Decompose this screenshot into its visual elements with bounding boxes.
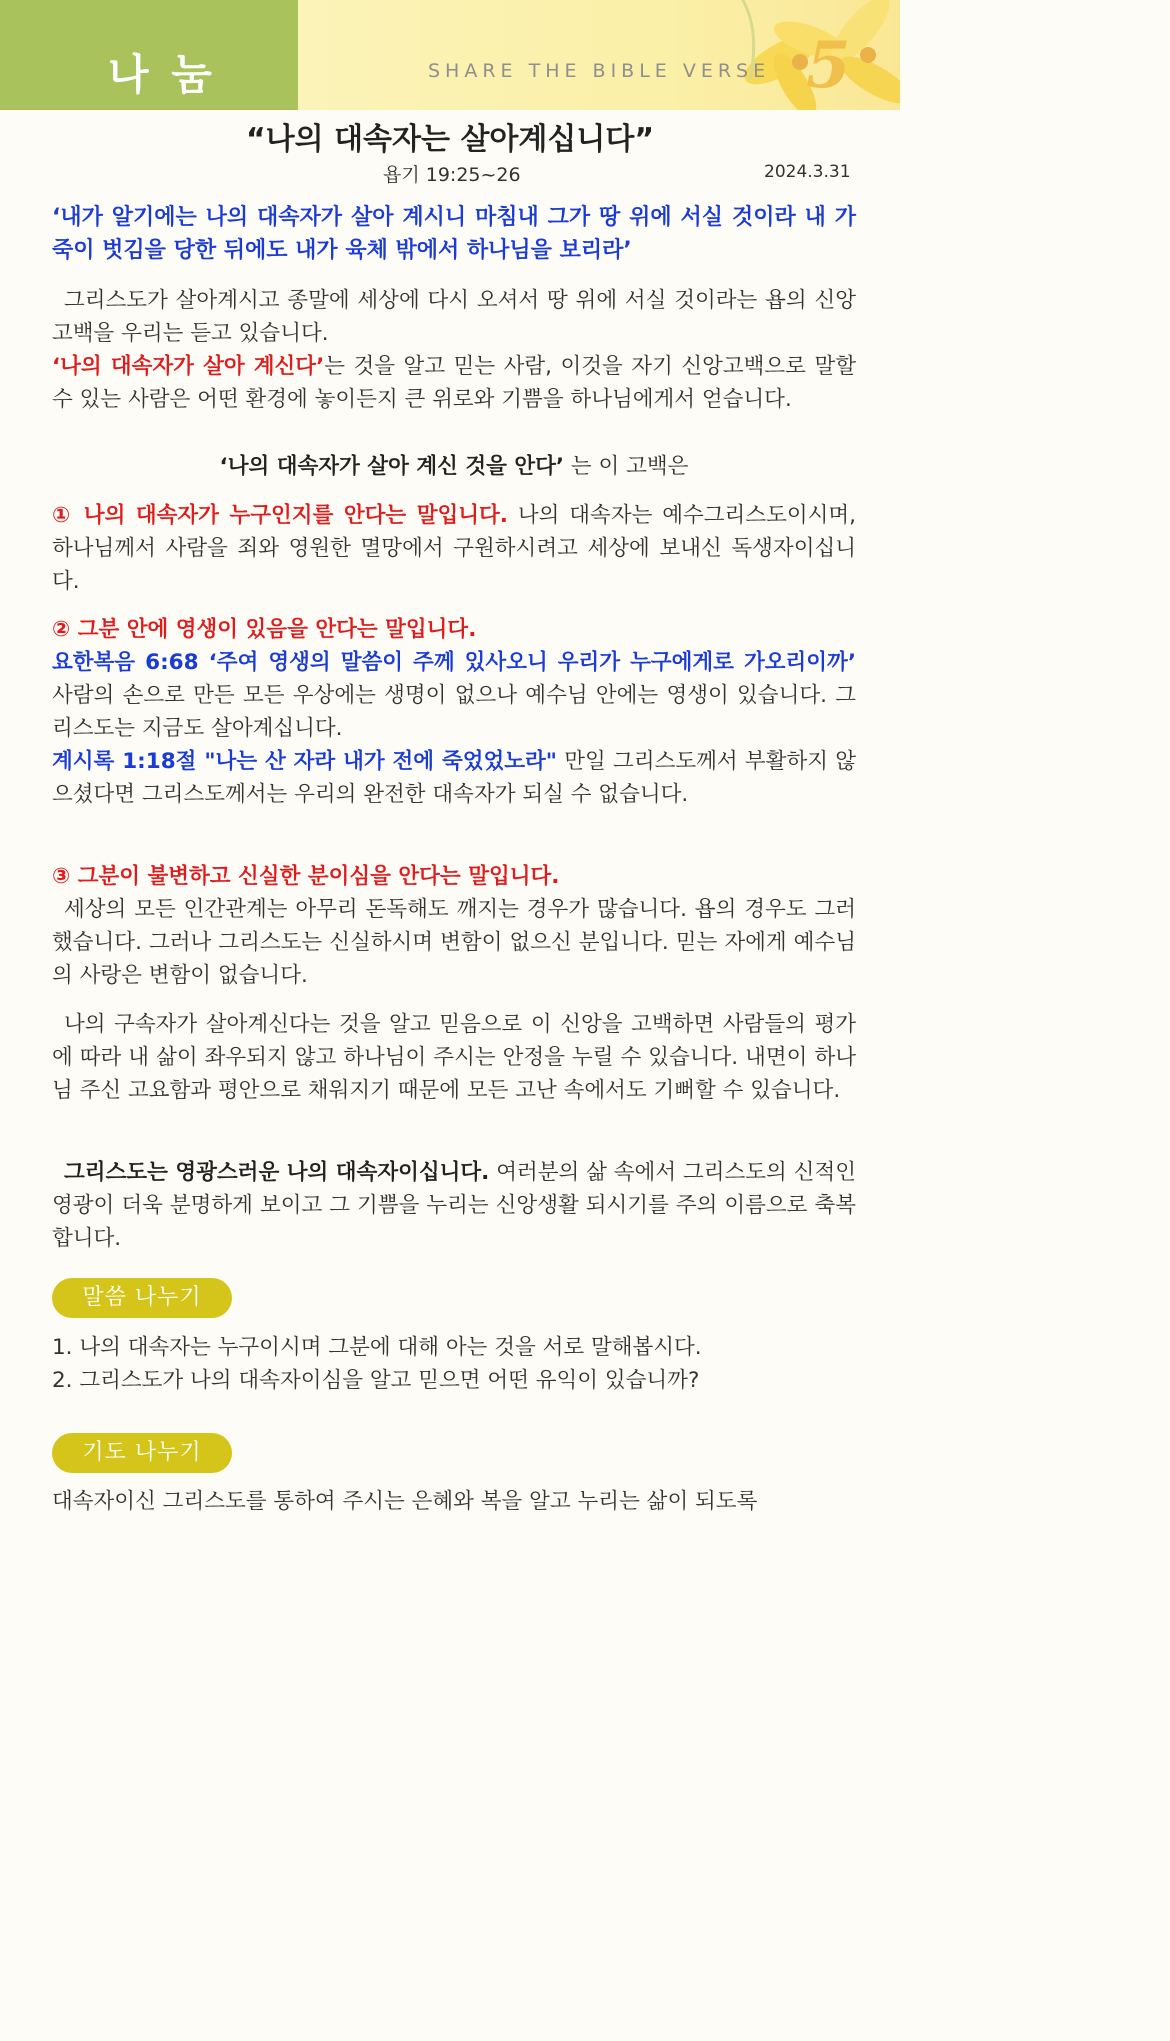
header-number: 5	[806, 28, 851, 103]
final-highlight: 그리스도는 영광스러운 나의 대속자이십니다.	[64, 1160, 490, 1185]
point-3-text: 세상의 모든 인간관계는 아무리 돈독해도 깨지는 경우가 많습니다. 욥의 경우도 그러했습니다. 그러나 그리스도는 신실하시며 변함이 없으신 분입니다. 믿는 자에게 예수님의 사랑은 변함이 없습니다.	[52, 897, 856, 988]
point-3-heading: ③ 그분이 불변하고 신실한 분이심을 안다는 말입니다.	[52, 864, 560, 889]
paragraph-3	[52, 450, 856, 483]
paragraph-2-highlight: ‘나의 대속자가 살아 계신다’	[52, 354, 325, 379]
header-title: 나 눔	[108, 50, 216, 99]
point-2-text-2: 만일 그리스도께서 부활하지 않으셨다면 그리스도께서는 우리의 완전한 대속자가 되실 수 없습니다.	[52, 749, 856, 807]
scripture-reference: 욥기 19:25~26	[383, 164, 521, 186]
sermon-title: “나의 대속자는 살아계십니다”	[245, 122, 655, 157]
word-sharing-list	[52, 1331, 856, 1397]
sermon-date: 2024.3.31	[764, 162, 851, 182]
header-banner	[0, 0, 900, 110]
point-2-verse-2: 계시록 1:18절 "나는 산 자라 내가 전에 죽었었노라"	[52, 749, 558, 774]
point-3	[52, 860, 856, 992]
prayer-sharing-label: 기도 나누기	[52, 1433, 232, 1473]
point-2	[52, 613, 856, 811]
word-sharing-item: 2. 그리스도가 나의 대속자이심을 알고 믿으면 어떤 유익이 있습니까?	[52, 1368, 700, 1393]
final-text: 여러분의 삶 속에서 그리스도의 신적인 영광이 더욱 분명하게 보이고 그 기쁨을 누리는 신앙생활 되시기를 주의 이름으로 축복합니다.	[52, 1160, 856, 1251]
word-sharing-item: 1. 나의 대속자는 누구이시며 그분에 대해 아는 것을 서로 말해봅시다.	[52, 1335, 702, 1360]
flower-decoration-icon	[660, 0, 900, 110]
point-1-heading: ① 나의 대속자가 누구인지를 안다는 말입니다.	[52, 503, 508, 528]
conclusion-paragraph: 나의 구속자가 살아계신다는 것을 알고 믿음으로 이 신앙을 고백하면 사람들의 평가에 따라 내 삶이 좌우되지 않고 하나님이 주시는 안정을 누릴 수 있습니다. 내면이 하나님 주신 고요함과 평안으로 채워지기 때문에 모든 고난 속에서도 기뻐할 수 있습니다.	[52, 1012, 856, 1103]
header-subtitle: SHARE THE BIBLE VERSE	[428, 60, 771, 82]
point-2-heading: ② 그분 안에 영생이 있음을 안다는 말입니다.	[52, 617, 477, 642]
paragraph-2	[52, 350, 856, 416]
final-paragraph	[52, 1156, 856, 1255]
prayer-sharing-text: 대속자이신 그리스도를 통하여 주시는 은혜와 복을 알고 누리는 삶이 되도록	[52, 1489, 758, 1514]
paragraph-3-text: 는 이 고백은	[564, 454, 689, 479]
paragraph-3-highlight: ‘나의 대속자가 살아 계신 것을 안다’	[219, 454, 565, 479]
paragraph-2-text: 는 것을 알고 믿는 사람, 이것을 자기 신앙고백으로 말할 수 있는 사람은 어떤 환경에 놓이든지 큰 위로와 기쁨을 하나님에게서 얻습니다.	[52, 354, 856, 412]
point-1	[52, 499, 856, 598]
point-2-verse: 요한복음 6:68 ‘주여 영생의 말씀이 주께 있사오니 우리가 누구에게로 가오리이까’	[52, 650, 856, 675]
point-1-text: 나의 대속자는 예수그리스도이시며, 하나님께서 사람을 죄와 영원한 멸망에서 구원하시려고 세상에 보내신 독생자이십니다.	[52, 503, 857, 594]
word-sharing-label: 말씀 나누기	[52, 1278, 232, 1318]
point-2-text: 사람의 손으로 만든 모든 우상에는 생명이 없으나 예수님 안에는 영생이 있습니다. 그리스도는 지금도 살아계십니다.	[52, 683, 856, 741]
intro-paragraph: 그리스도가 살아계시고 종말에 세상에 다시 오셔서 땅 위에 서실 것이라는 욥의 신앙고백을 우리는 듣고 있습니다.	[52, 288, 856, 346]
key-verse: ‘내가 알기에는 나의 대속자가 살아 계시니 마침내 그가 땅 위에 서실 것이라 내 가죽이 벗김을 당한 뒤에도 내가 육체 밖에서 하나님을 보리라’	[52, 205, 856, 263]
